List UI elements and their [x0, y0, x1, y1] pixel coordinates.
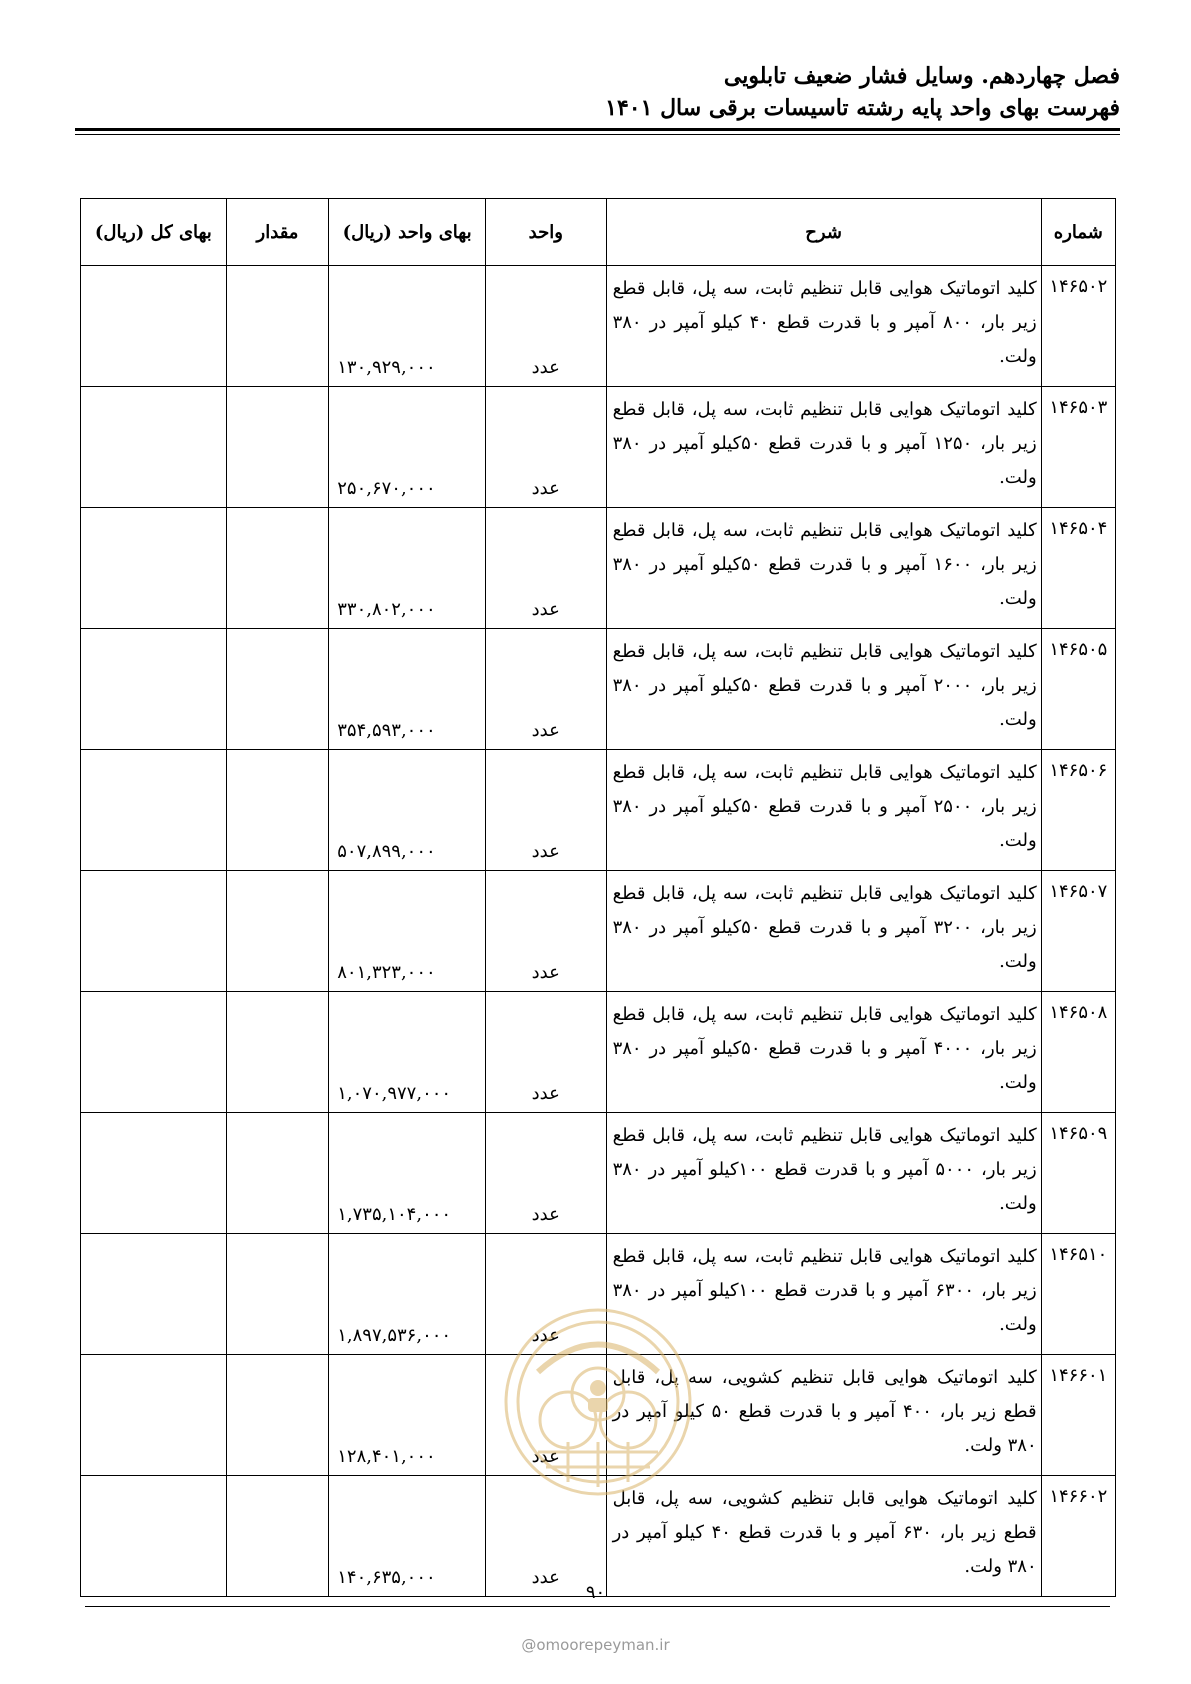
row-total-price: [81, 1355, 227, 1476]
header-description: شرح: [606, 199, 1041, 266]
table-row: [81, 629, 1116, 750]
row-code: ۱۴۶۵۰۲: [1041, 266, 1115, 387]
row-unit-price: ۱۲۸,۴۰۱,۰۰۰: [329, 1355, 486, 1476]
seal-watermark-icon: [498, 1302, 698, 1502]
row-quantity: [226, 266, 328, 387]
table-row: [81, 871, 1116, 992]
row-unit-price: ۱,۰۷۰,۹۷۷,۰۰۰: [329, 992, 486, 1113]
row-description: کلید اتوماتیک هوایی قابل تنظیم ثابت، سه پل، قابل قطع زیر بار، ۵۰۰۰ آمپر و با قدرت قطع ۱۰۰کیلو آمپر در ۳۸۰ ولت.: [606, 1113, 1041, 1234]
row-code: ۱۴۶۶۰۱: [1041, 1355, 1115, 1476]
row-unit-price: ۱,۷۳۵,۱۰۴,۰۰۰: [329, 1113, 486, 1234]
header-unit: واحد: [485, 199, 606, 266]
row-unit: عدد: [485, 387, 606, 508]
page-number: ۹۰: [585, 1582, 606, 1603]
row-unit: عدد: [485, 629, 606, 750]
header-code: شماره: [1041, 199, 1115, 266]
row-total-price: [81, 1234, 227, 1355]
row-description: کلید اتوماتیک هوایی قابل تنظیم ثابت، سه پل، قابل قطع زیر بار، ۲۰۰۰ آمپر و با قدرت قطع ۵۰کیلو آمپر در ۳۸۰ ولت.: [606, 629, 1041, 750]
row-total-price: [81, 750, 227, 871]
row-quantity: [226, 1355, 328, 1476]
row-description: کلید اتوماتیک هوایی قابل تنظیم کشویی، سه پل، قابل قطع زیر بار، ۴۰۰ آمپر و با قدرت قطع ۵۰ کیلو آمپر در ۳۸۰ ولت.: [606, 1355, 1041, 1476]
table-row: [81, 750, 1116, 871]
row-quantity: [226, 1113, 328, 1234]
row-unit: عدد: [485, 1113, 606, 1234]
row-total-price: [81, 871, 227, 992]
row-unit-price: ۱۳۰,۹۲۹,۰۰۰: [329, 266, 486, 387]
row-description: کلید اتوماتیک هوایی قابل تنظیم ثابت، سه پل، قابل قطع زیر بار، ۳۲۰۰ آمپر و با قدرت قطع ۵۰کیلو آمپر در ۳۸۰ ولت.: [606, 871, 1041, 992]
header-total-price: بهای کل (ریال): [81, 199, 227, 266]
row-unit-price: ۲۵۰,۶۷۰,۰۰۰: [329, 387, 486, 508]
chapter-title: فصل چهاردهم. وسایل فشار ضعیف تابلویی: [723, 63, 1120, 89]
row-quantity: [226, 750, 328, 871]
footer-website: @omoorepeyman.ir: [521, 1636, 670, 1654]
row-code: ۱۴۶۵۰۴: [1041, 508, 1115, 629]
row-quantity: [226, 1234, 328, 1355]
header-quantity: مقدار: [226, 199, 328, 266]
header-divider-thin: [75, 134, 1120, 135]
row-code: ۱۴۶۵۰۸: [1041, 992, 1115, 1113]
row-description: کلید اتوماتیک هوایی قابل تنظیم ثابت، سه پل، قابل قطع زیر بار، ۱۲۵۰ آمپر و با قدرت قطع ۵۰کیلو آمپر در ۳۸۰ ولت.: [606, 387, 1041, 508]
row-unit: عدد: [485, 266, 606, 387]
table-row: [81, 266, 1116, 387]
header-divider-thick: [75, 128, 1120, 131]
row-code: ۱۴۶۵۰۳: [1041, 387, 1115, 508]
page-header: [75, 60, 1120, 124]
row-quantity: [226, 992, 328, 1113]
row-quantity: [226, 387, 328, 508]
row-total-price: [81, 1476, 227, 1597]
table-row: [81, 992, 1116, 1113]
row-code: ۱۴۶۶۰۲: [1041, 1476, 1115, 1597]
footer-divider: [85, 1606, 1110, 1607]
row-total-price: [81, 266, 227, 387]
row-unit: عدد: [485, 871, 606, 992]
row-description: کلید اتوماتیک هوایی قابل تنظیم ثابت، سه پل، قابل قطع زیر بار، ۲۵۰۰ آمپر و با قدرت قطع ۵۰کیلو آمپر در ۳۸۰ ولت.: [606, 750, 1041, 871]
row-unit-price: ۱,۸۹۷,۵۳۶,۰۰۰: [329, 1234, 486, 1355]
row-quantity: [226, 508, 328, 629]
row-unit: عدد: [485, 1355, 606, 1476]
row-description: کلید اتوماتیک هوایی قابل تنظیم ثابت، سه پل، قابل قطع زیر بار، ۸۰۰ آمپر و با قدرت قطع ۴۰ کیلو آمپر در ۳۸۰ ولت.: [606, 266, 1041, 387]
row-unit: عدد: [485, 1476, 606, 1597]
row-unit-price: ۳۵۴,۵۹۳,۰۰۰: [329, 629, 486, 750]
row-total-price: [81, 629, 227, 750]
table-header-row: [81, 199, 1116, 266]
row-total-price: [81, 1113, 227, 1234]
price-list-title: فهرست بهای واحد پایه رشته تاسیسات برقی سال ۱۴۰۱: [605, 95, 1120, 121]
row-unit: عدد: [485, 1234, 606, 1355]
row-description: کلید اتوماتیک هوایی قابل تنظیم ثابت، سه پل، قابل قطع زیر بار، ۶۳۰۰ آمپر و با قدرت قطع ۱۰۰کیلو آمپر در ۳۸۰ ولت.: [606, 1234, 1041, 1355]
row-quantity: [226, 871, 328, 992]
row-code: ۱۴۶۵۱۰: [1041, 1234, 1115, 1355]
row-unit: عدد: [485, 750, 606, 871]
row-description: کلید اتوماتیک هوایی قابل تنظیم کشویی، سه پل، قابل قطع زیر بار، ۶۳۰ آمپر و با قدرت قطع ۴۰ کیلو آمپر در ۳۸۰ ولت.: [606, 1476, 1041, 1597]
row-total-price: [81, 992, 227, 1113]
row-code: ۱۴۶۵۰۹: [1041, 1113, 1115, 1234]
table-row: [81, 387, 1116, 508]
row-quantity: [226, 1476, 328, 1597]
row-unit-price: ۱۴۰,۶۳۵,۰۰۰: [329, 1476, 486, 1597]
row-code: ۱۴۶۵۰۵: [1041, 629, 1115, 750]
row-unit-price: ۸۰۱,۳۲۳,۰۰۰: [329, 871, 486, 992]
header-unit-price: بهای واحد (ریال): [329, 199, 486, 266]
row-total-price: [81, 508, 227, 629]
table-row: [81, 1113, 1116, 1234]
row-unit: عدد: [485, 992, 606, 1113]
row-quantity: [226, 629, 328, 750]
row-total-price: [81, 387, 227, 508]
row-unit-price: ۵۰۷,۸۹۹,۰۰۰: [329, 750, 486, 871]
row-code: ۱۴۶۵۰۷: [1041, 871, 1115, 992]
row-code: ۱۴۶۵۰۶: [1041, 750, 1115, 871]
row-unit-price: ۳۳۰,۸۰۲,۰۰۰: [329, 508, 486, 629]
table-row: [81, 508, 1116, 629]
row-description: کلید اتوماتیک هوایی قابل تنظیم ثابت، سه پل، قابل قطع زیر بار، ۴۰۰۰ آمپر و با قدرت قطع ۵۰کیلو آمپر در ۳۸۰ ولت.: [606, 992, 1041, 1113]
row-description: کلید اتوماتیک هوایی قابل تنظیم ثابت، سه پل، قابل قطع زیر بار، ۱۶۰۰ آمپر و با قدرت قطع ۵۰کیلو آمپر در ۳۸۰ ولت.: [606, 508, 1041, 629]
row-unit: عدد: [485, 508, 606, 629]
